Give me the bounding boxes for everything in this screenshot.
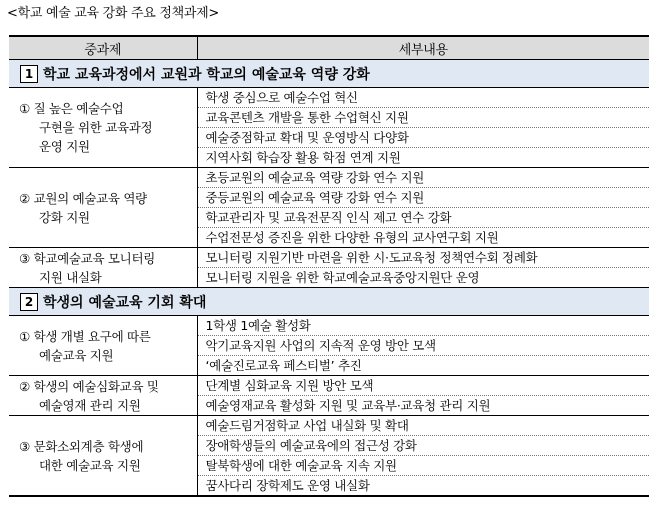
detail-item: 지역사회 학습장 활용 학점 연계 지원 xyxy=(197,148,649,168)
table-row xyxy=(9,88,649,108)
subtask-1-1 xyxy=(9,88,197,168)
table-row xyxy=(9,416,649,436)
detail-item: 교육콘텐츠 개발을 통한 수업혁신 지원 xyxy=(197,108,649,128)
detail-item: 예술중점학교 확대 및 운영방식 다양화 xyxy=(197,128,649,148)
table-header-row xyxy=(9,36,649,60)
detail-item: 모니터링 지원기반 마련을 위한 시·도교육청 정책연수회 정례화 xyxy=(197,248,649,268)
subtask-2-2 xyxy=(9,376,197,416)
subtask-1-1-line2: 구현을 위한 교육과정 xyxy=(39,120,153,135)
header-details: 세부내용 xyxy=(197,36,649,60)
subtask-2-3 xyxy=(9,416,197,497)
section-number-2: 2 xyxy=(20,293,38,311)
detail-item: ‘예술진로교육 페스티벌’ 추진 xyxy=(197,356,649,376)
subtask-2-3-line2: 대한 예술교육 지원 xyxy=(39,457,141,473)
detail-item: 초등교원의 예술교육 역량 강화 연수 지원 xyxy=(197,168,649,188)
subtask-2-2-line1: ② 학생의 예술심화교육 및 xyxy=(19,378,159,394)
subtask-2-2-line2: 예술영재 관리 지원 xyxy=(39,397,141,413)
section-title-text-1: 학교 교육과정에서 교원과 학교의 예술교육 역량 강화 xyxy=(43,66,370,83)
detail-item: 수업전문성 증진을 위한 다양한 유형의 교사연구회 지원 xyxy=(197,228,649,248)
table-row xyxy=(9,376,649,396)
subtask-1-3-line2: 지원 내실화 xyxy=(39,269,102,285)
subtask-1-2-line1: ② 교원의 예술교육 역량 xyxy=(19,190,147,206)
section-title-text-2: 학생의 예술교육 기회 확대 xyxy=(43,294,207,311)
detail-item: 탈북학생에 대한 예술교육 지속 지원 xyxy=(197,456,649,476)
section-row-2 xyxy=(9,288,649,316)
detail-item: 꿈사다리 장학제도 운영 내실화 xyxy=(197,476,649,497)
subtask-2-1-line2: 예술교육 지원 xyxy=(39,347,114,363)
detail-item: 1학생 1예술 활성화 xyxy=(197,316,649,336)
subtask-2-3-line1: ③ 문화소외계층 학생에 xyxy=(19,438,144,454)
detail-item: 예술드림거점학교 사업 내실화 및 확대 xyxy=(197,416,649,436)
section-number-1: 1 xyxy=(20,65,38,83)
subtask-2-1 xyxy=(9,316,197,376)
header-subtask: 중과제 xyxy=(9,36,197,60)
detail-item: 모니터링 지원을 위한 학교예술교육중앙지원단 운영 xyxy=(197,268,649,288)
subtask-1-2 xyxy=(9,168,197,248)
detail-item: 악기교육지원 사업의 지속적 운영 방안 모색 xyxy=(197,336,649,356)
detail-item: 장애학생들의 예술교육에의 접근성 강화 xyxy=(197,436,649,456)
policy-table xyxy=(9,35,649,497)
table-row xyxy=(9,316,649,336)
detail-item: 학생 중심으로 예술수업 혁신 xyxy=(197,88,649,108)
section-title-1 xyxy=(9,60,649,88)
section-title-2 xyxy=(9,288,649,316)
subtask-1-2-line2: 강화 지원 xyxy=(39,209,90,225)
detail-item: 예술영재교육 활성화 지원 및 교육부·교육청 관리 지원 xyxy=(197,396,649,416)
subtask-2-1-line1: ① 학생 개별 요구에 따른 xyxy=(19,328,151,344)
detail-item: 학교관리자 및 교육전문직 인식 제고 연수 강화 xyxy=(197,208,649,228)
table-row xyxy=(9,168,649,188)
detail-item: 중등교원의 예술교육 역량 강화 연수 지원 xyxy=(197,188,649,208)
section-row-1 xyxy=(9,60,649,88)
subtask-1-1-line1: ① 질 높은 예술수업 xyxy=(19,101,124,116)
subtask-1-3 xyxy=(9,248,197,288)
table-caption: <학교 예술 교육 강화 주요 정책과제> xyxy=(7,6,219,21)
table-row xyxy=(9,248,649,268)
subtask-1-1-line3: 운영 지원 xyxy=(39,139,90,154)
subtask-1-3-line1: ③ 학교예술교육 모니터링 xyxy=(19,250,156,266)
detail-item: 단계별 심화교육 지원 방안 모색 xyxy=(197,376,649,396)
